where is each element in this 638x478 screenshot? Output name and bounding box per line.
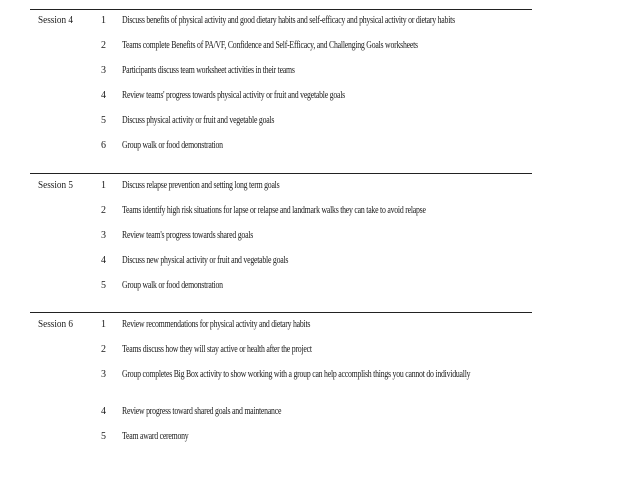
item-text: Group walk or food demonstration	[122, 140, 223, 151]
item-text: Discuss physical activity or fruit and vegetable goals	[122, 115, 275, 126]
item-number: 1	[101, 319, 106, 330]
session-divider	[30, 312, 532, 313]
item-text: Discuss benefits of physical activity and good dietary habits and self-efficacy and physical activity or dietary habits	[122, 15, 455, 26]
session-label: Session 6	[38, 319, 74, 330]
item-number: 1	[101, 180, 106, 191]
item-text: Review teams' progress towards physical activity or fruit and vegetable goals	[122, 90, 345, 101]
item-number: 2	[101, 205, 106, 216]
session-label: Session 5	[38, 180, 74, 191]
item-number: 3	[101, 230, 106, 241]
session-divider	[30, 173, 532, 174]
item-number: 3	[101, 65, 106, 76]
item-text: Teams complete Benefits of PA/VF, Confidence and Self-Efficacy, and Challenging Goals worksheets	[122, 40, 418, 51]
item-text: Review team's progress towards shared goals	[122, 230, 254, 241]
item-text: Group walk or food demonstration	[122, 280, 223, 291]
item-text: Review recommendations for physical activity and dietary habits	[122, 319, 311, 330]
item-number: 2	[101, 344, 106, 355]
item-text: Review progress toward shared goals and maintenance	[122, 406, 282, 417]
item-number: 5	[101, 431, 106, 442]
item-number: 5	[101, 280, 106, 291]
item-text: Discuss new physical activity or fruit and vegetable goals	[122, 255, 289, 266]
item-number: 1	[101, 15, 106, 26]
item-number: 3	[101, 369, 106, 380]
item-text: Participants discuss team worksheet activities in their teams	[122, 65, 295, 76]
item-number: 4	[101, 255, 106, 266]
session-divider	[30, 9, 532, 10]
item-text: Team award ceremony	[122, 431, 189, 442]
item-number: 2	[101, 40, 106, 51]
item-text: Teams discuss how they will stay active or health after the project	[122, 344, 312, 355]
item-number: 6	[101, 140, 106, 151]
item-text: Teams identify high risk situations for lapse or relapse and landmark walks they can take to avoid relapse	[122, 205, 426, 216]
item-number: 5	[101, 115, 106, 126]
item-text: Discuss relapse prevention and setting long term goals	[122, 180, 280, 191]
item-number: 4	[101, 90, 106, 101]
item-text: Group completes Big Box activity to show working with a group can help accomplish things you cannot do individually	[122, 369, 471, 380]
item-number: 4	[101, 406, 106, 417]
session-label: Session 4	[38, 15, 74, 26]
